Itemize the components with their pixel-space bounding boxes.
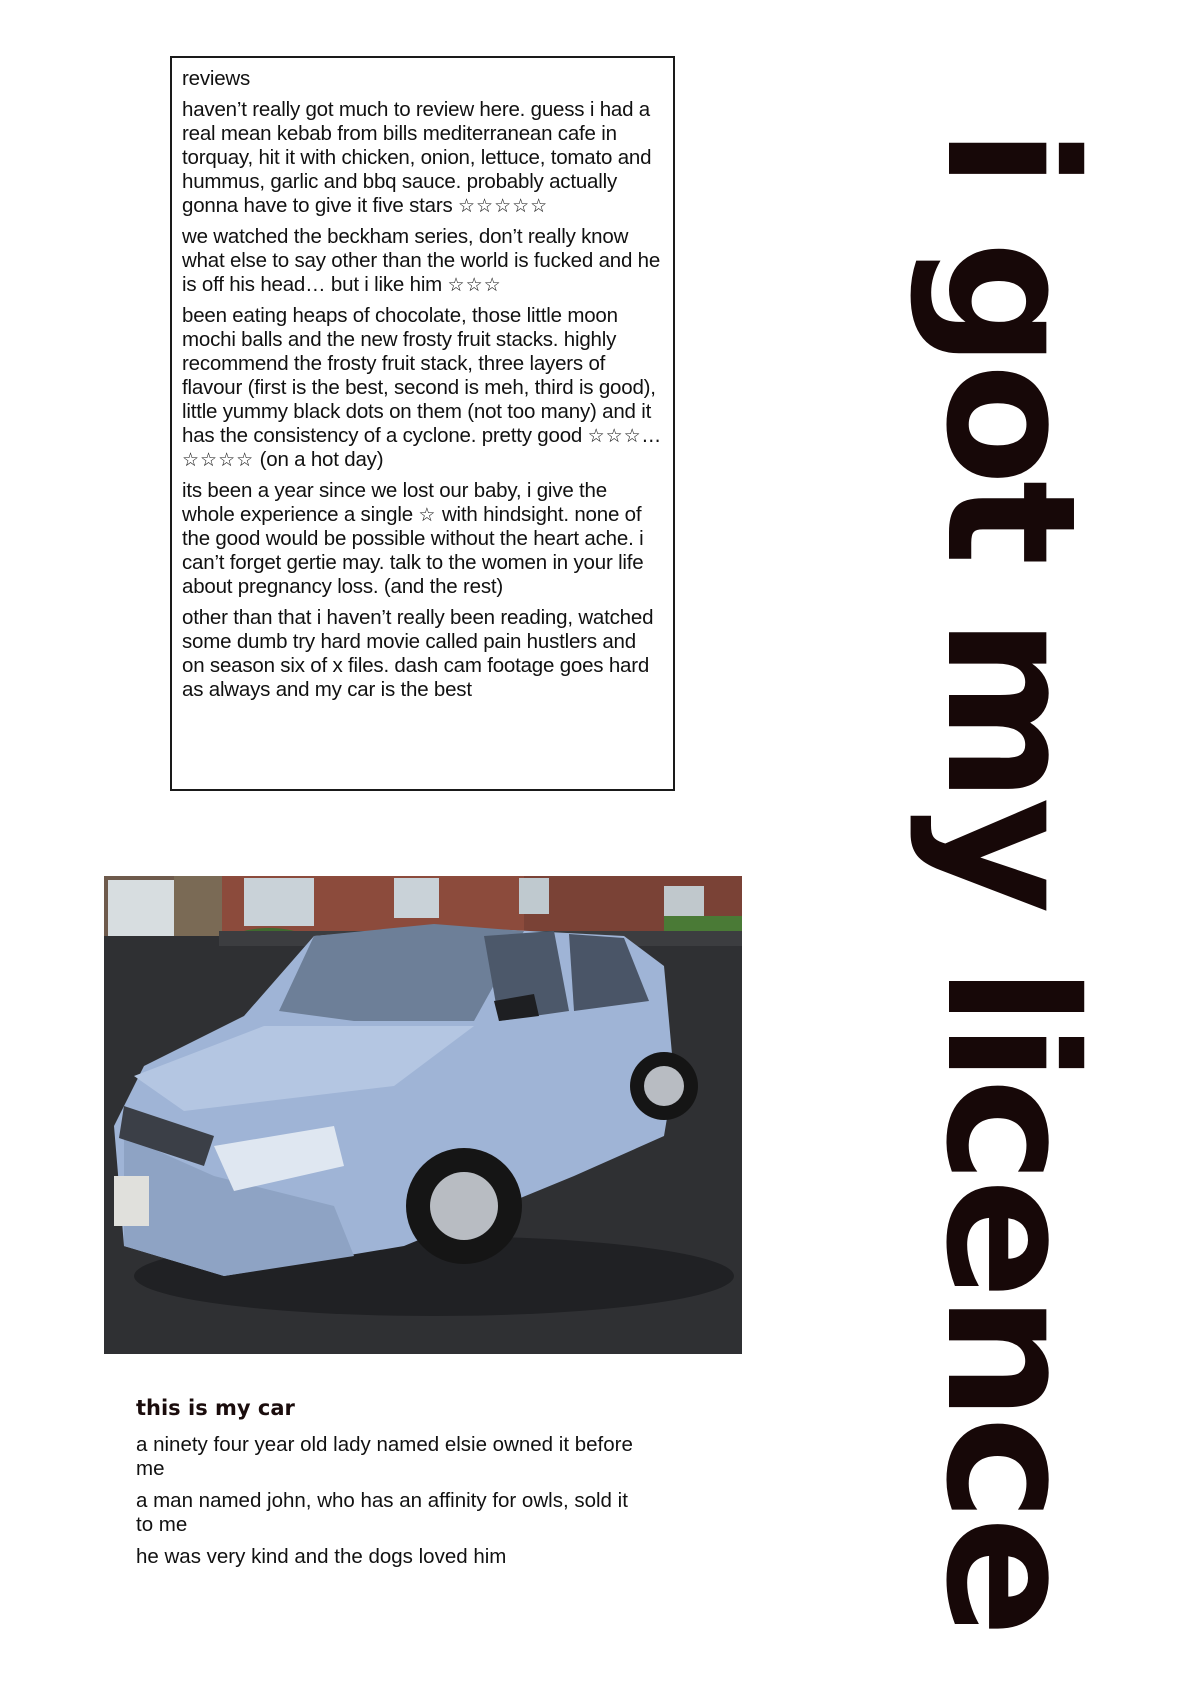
- reviews-heading: reviews: [182, 67, 251, 90]
- star-rating: ☆☆☆☆☆: [458, 195, 549, 217]
- reviews-box: [170, 56, 675, 791]
- caption-line: a man named john, who has an affinity for owls, sold it to me: [136, 1489, 628, 1536]
- star-rating: ☆: [418, 504, 437, 526]
- review-kebab: haven’t really got much to review here. guess i had a real mean kebab from bills mediterranean cafe in torquay, hit it with chicken, onion, lettuce, tomato and hummus, garlic and bbq sauce. probably actually gonna have to give it five stars ☆☆☆☆☆: [182, 98, 652, 217]
- review-other: other than that i haven’t really been reading, watched some dumb try hard movie called pain hustlers and on season six of x files. dash cam footage goes hard as always and my car is the best: [182, 606, 654, 701]
- review-chocolate: been eating heaps of chocolate, those little moon mochi balls and the new frosty fruit stacks. highly recommend the frosty fruit stack, three layers of flavour (first is the best, second is meh, third is good), little yummy black dots on them (not too many) and it has the consistency of a cyclone. pretty good ☆☆☆… ☆☆☆☆ (on a hot day): [182, 304, 662, 471]
- car-caption: [136, 1396, 636, 1577]
- review-baby: its been a year since we lost our baby, i give the whole experience a single ☆ with hindsight. none of the good would be possible without the heart ache. i can’t forget gertie may. talk to the women in your life about pregnancy loss. (and the rest): [182, 479, 644, 598]
- page-title: i got my licence: [907, 127, 1114, 1633]
- caption-heading: this is my car: [136, 1396, 295, 1420]
- star-rating: ☆☆☆: [447, 274, 502, 296]
- review-beckham: we watched the beckham series, don’t really know what else to say other than the world is fucked and he is off his head… but i like him ☆☆☆: [182, 225, 661, 296]
- caption-line: a ninety four year old lady named elsie owned it before me: [136, 1433, 633, 1480]
- car-photo: [104, 876, 742, 1354]
- star-rating: ☆☆☆… ☆☆☆☆: [182, 425, 662, 471]
- caption-line: he was very kind and the dogs loved him: [136, 1545, 507, 1568]
